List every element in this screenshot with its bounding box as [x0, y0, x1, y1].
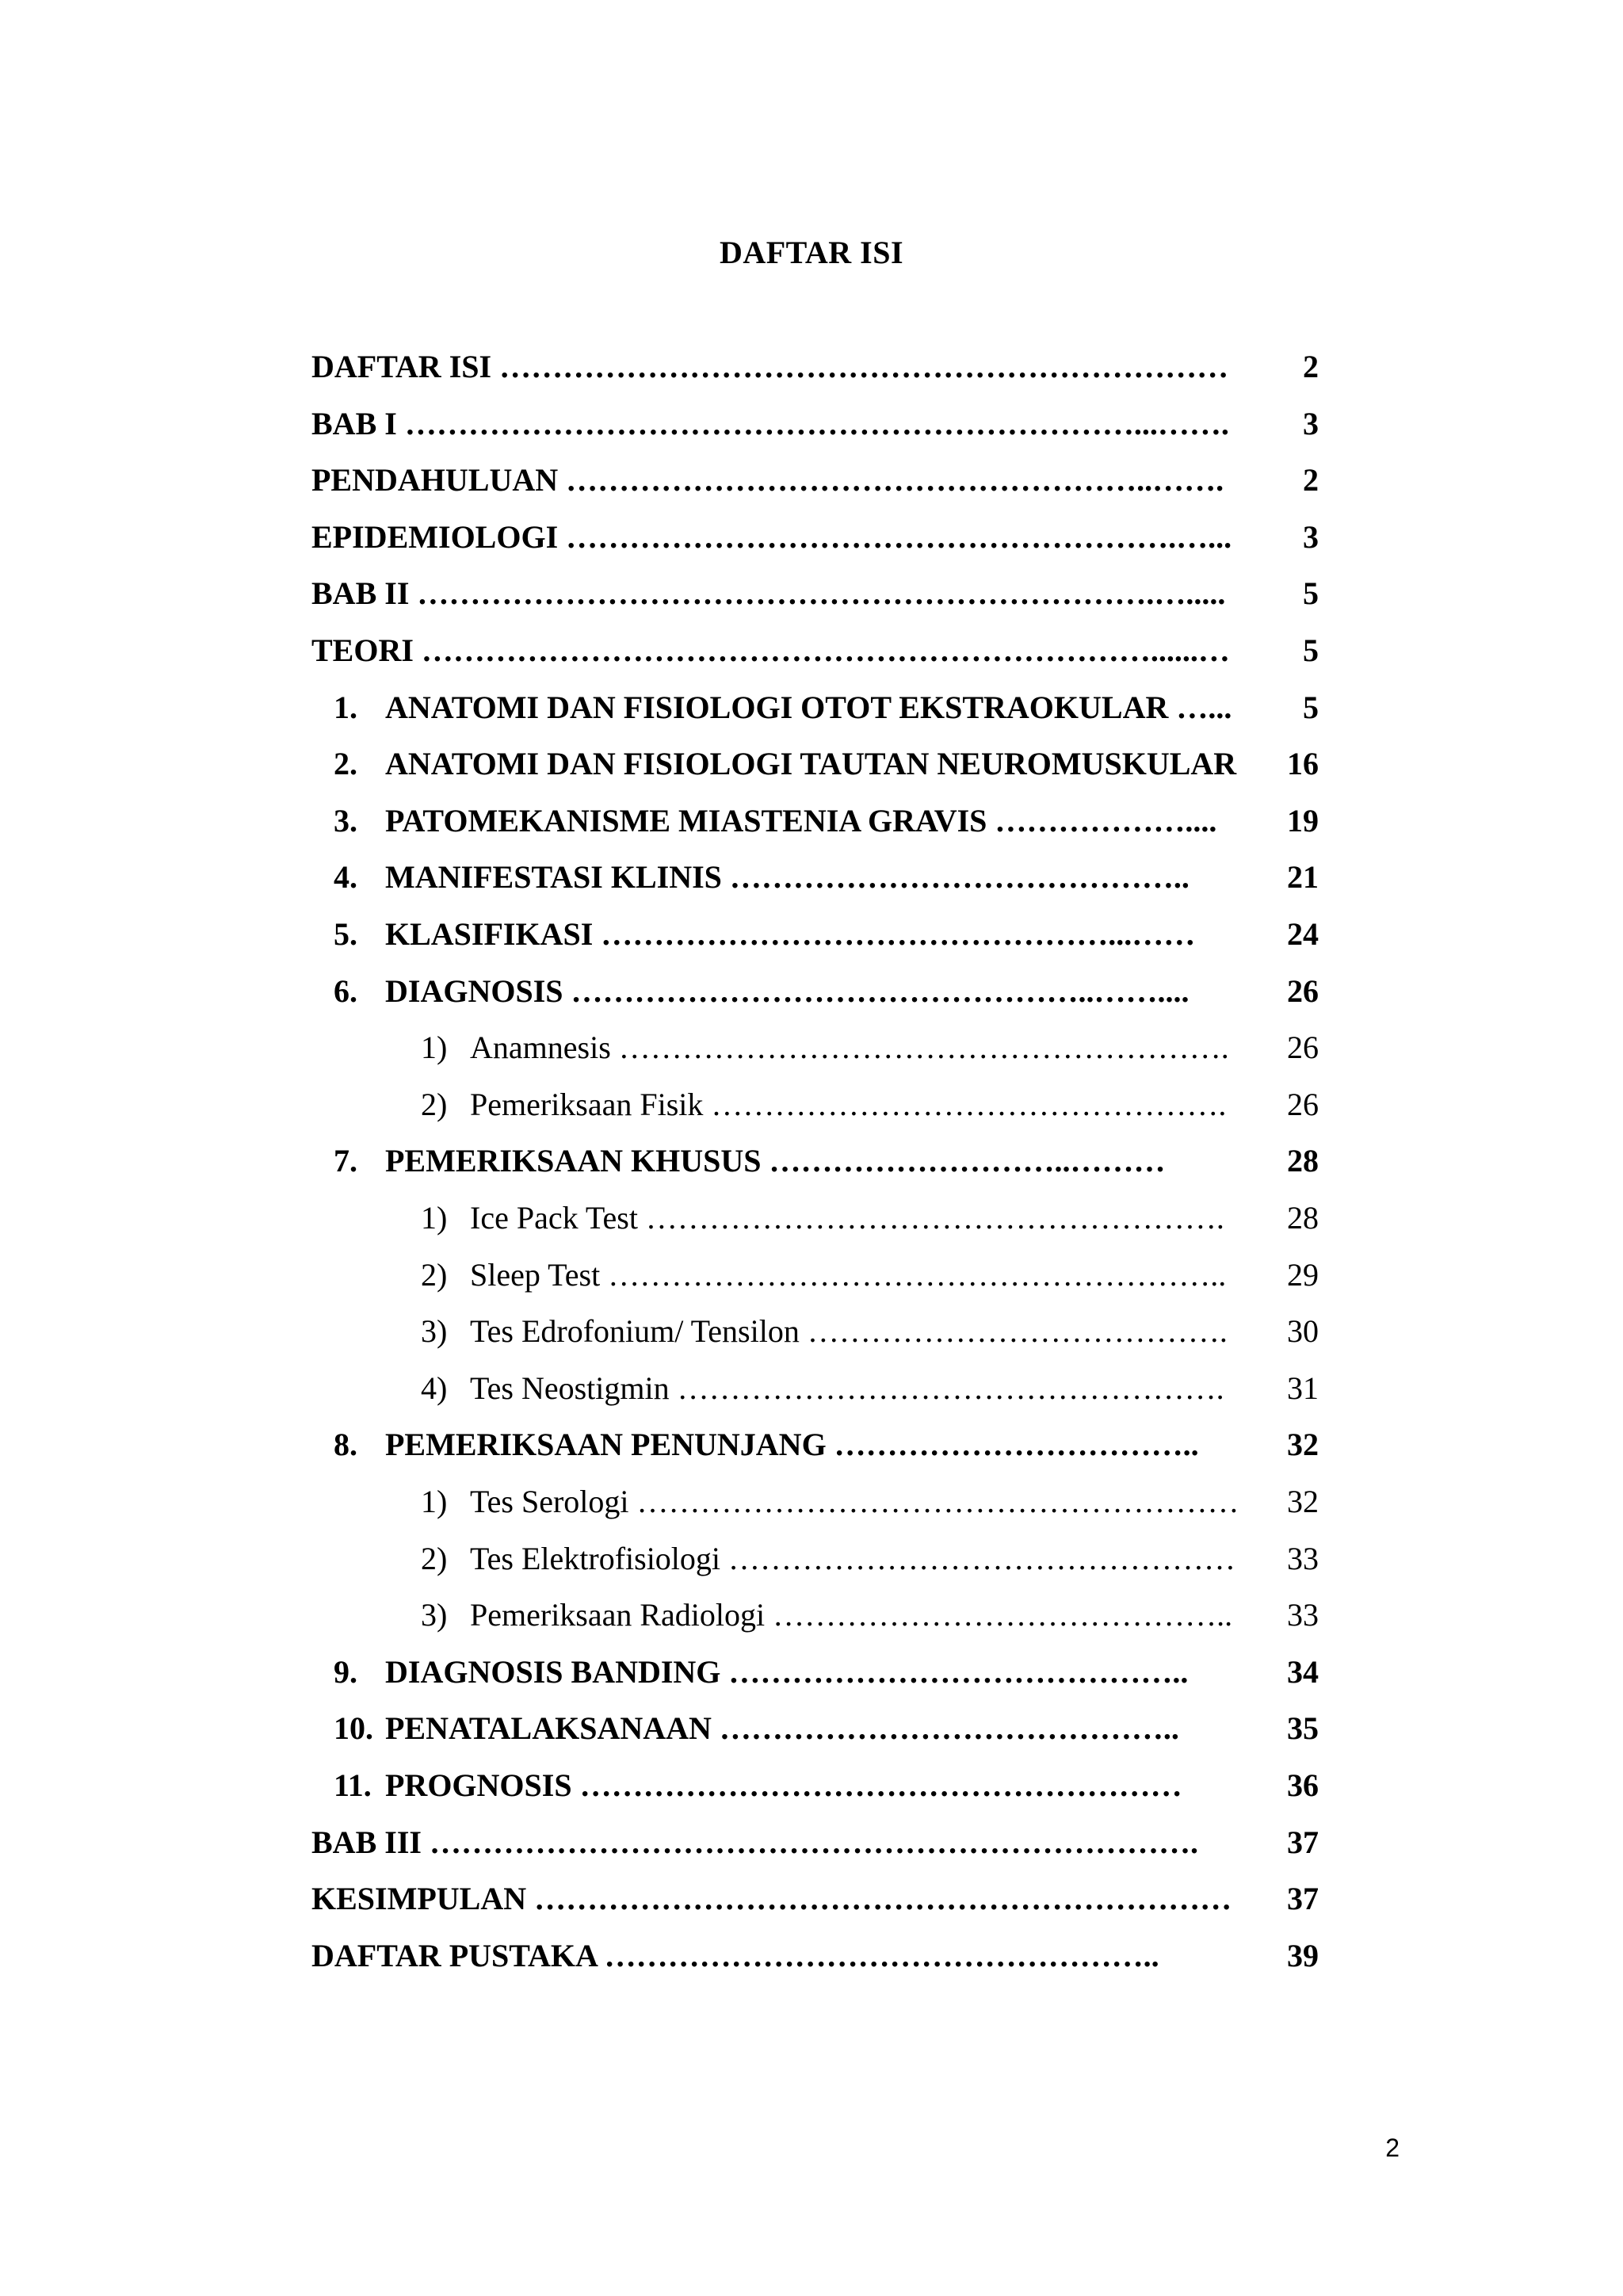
toc-entry-title: BAB I ……………………………………………………………...…….	[311, 406, 1229, 441]
toc-entry-title: Pemeriksaan Radiologi ……………………………………..	[470, 1597, 1233, 1633]
toc-entry-title: BAB III ……………………………………………………………….	[311, 1824, 1198, 1860]
toc-entry-page: 34	[1287, 1654, 1319, 1690]
toc-entry-title: KLASIFIKASI …………………………………………...……	[385, 916, 1196, 952]
toc-entry-page: 16	[1287, 746, 1319, 781]
toc-entry-number: 7.	[334, 1143, 357, 1179]
toc-entry	[0, 622, 1623, 679]
toc-entry	[0, 1530, 1623, 1587]
toc-entry-number: 8.	[334, 1427, 357, 1462]
toc-entry	[0, 1473, 1623, 1530]
toc-entry-title: Anamnesis ………………………………………………….	[470, 1030, 1229, 1065]
toc-entry-number: 5.	[334, 916, 357, 952]
toc-entry	[0, 1247, 1623, 1304]
toc-entry-page: 39	[1287, 1938, 1319, 1973]
toc-entry-title: DIAGNOSIS …………………………………………..……....	[385, 973, 1190, 1009]
toc-entry-title: PEMERIKSAAN KHUSUS ………………………..………	[385, 1143, 1166, 1179]
toc-entry-title: PENDAHULUAN ………………………………………………..…….	[311, 462, 1224, 498]
toc-entry	[0, 1303, 1623, 1360]
toc-entry-page: 31	[1287, 1370, 1319, 1406]
toc-entry-page: 5	[1303, 690, 1319, 725]
toc-entry-page: 2	[1303, 462, 1319, 498]
toc-entry-title: EPIDEMIOLOGI ………………………………………………….…...	[311, 519, 1232, 555]
toc-entry	[0, 565, 1623, 622]
toc-entry-number: 3)	[421, 1313, 448, 1349]
toc-entry-page: 26	[1287, 973, 1319, 1009]
toc-entry-title: Tes Elektrofisiologi …………………………………………	[470, 1541, 1236, 1576]
toc-entry-title: BAB II …………………………………………………………….….....	[311, 575, 1226, 611]
toc-entry	[0, 452, 1623, 509]
toc-entry-title: Sleep Test …………………………………………………..	[470, 1257, 1227, 1293]
toc-entry-number: 4.	[334, 859, 357, 895]
toc-entry	[0, 1644, 1623, 1701]
toc-entry	[0, 1133, 1623, 1190]
toc-entry	[0, 1757, 1623, 1814]
toc-entry-number: 3)	[421, 1597, 448, 1633]
toc-entry-number: 1.	[334, 690, 357, 725]
toc-entry-title: PENATALAKSANAAN ……………………………………..	[385, 1710, 1179, 1746]
toc-entry-page: 3	[1303, 406, 1319, 441]
toc-entry	[0, 1587, 1623, 1644]
toc-entry-page: 29	[1287, 1257, 1319, 1293]
toc-entry-page: 2	[1303, 349, 1319, 384]
toc-entry	[0, 1019, 1623, 1076]
toc-entry-title: Tes Serologi …………………………………………………	[470, 1484, 1239, 1519]
toc-entry-page: 36	[1287, 1767, 1319, 1803]
toc-entry	[0, 963, 1623, 1020]
toc-entry-page: 19	[1287, 803, 1319, 839]
toc-entry-page: 37	[1287, 1824, 1319, 1860]
toc-entry-title: PATOMEKANISME MIASTENIA GRAVIS ………………....	[385, 803, 1217, 839]
toc-entry	[0, 735, 1623, 793]
toc-entry-page: 28	[1287, 1143, 1319, 1179]
toc-entry-page: 32	[1287, 1484, 1319, 1519]
toc-entry	[0, 906, 1623, 963]
toc-entry-page: 33	[1287, 1541, 1319, 1576]
toc-entry-page: 5	[1303, 575, 1319, 611]
toc-entry-title: Tes Edrofonium/ Tensilon ………………………………….	[470, 1313, 1228, 1349]
toc-entry-page: 21	[1287, 859, 1319, 895]
toc-entry-number: 3.	[334, 803, 357, 839]
toc-entry	[0, 509, 1623, 566]
page-title: DAFTAR ISI	[719, 235, 904, 270]
toc-entry-number: 1)	[421, 1484, 448, 1519]
toc-entry	[0, 1190, 1623, 1247]
toc-entry-title: PEMERIKSAAN PENUNJANG ……………………………..	[385, 1427, 1199, 1462]
toc-entry-title: PROGNOSIS …………………………………………………	[385, 1767, 1182, 1803]
toc-entry	[0, 1927, 1623, 1985]
toc-entry	[0, 849, 1623, 906]
toc-entry-title: DAFTAR PUSTAKA ……………………………………………..	[311, 1938, 1159, 1973]
toc-entry-number: 1)	[421, 1200, 448, 1236]
toc-entry-page: 28	[1287, 1200, 1319, 1236]
toc-entry-number: 4)	[421, 1370, 448, 1406]
toc-entry-number: 2)	[421, 1257, 448, 1293]
toc-entry-page: 33	[1287, 1597, 1319, 1633]
toc-entry-number: 9.	[334, 1654, 357, 1690]
toc-entry-title: ANATOMI DAN FISIOLOGI OTOT EKSTRAOKULAR …...	[385, 690, 1232, 725]
toc-entry	[0, 1076, 1623, 1133]
toc-entry-number: 6.	[334, 973, 357, 1009]
toc-entry-title: ANATOMI DAN FISIOLOGI TAUTAN NEUROMUSKULAR	[385, 746, 1237, 781]
toc-entry-number: 1)	[421, 1030, 448, 1065]
toc-entry-page: 5	[1303, 632, 1319, 668]
toc-entry	[0, 793, 1623, 850]
toc-entry	[0, 338, 1623, 395]
toc-entry-title: Tes Neostigmin …………………………………………….	[470, 1370, 1224, 1406]
toc-entry-page: 26	[1287, 1087, 1319, 1122]
toc-entry	[0, 1360, 1623, 1417]
toc-entry-page: 32	[1287, 1427, 1319, 1462]
toc-entry	[0, 395, 1623, 453]
toc-entry	[0, 679, 1623, 736]
toc-entry	[0, 1870, 1623, 1927]
toc-entry-title: TEORI ……………………………………………………………......…	[311, 632, 1230, 668]
toc-entry-title: KESIMPULAN …………………………………………………………	[311, 1881, 1232, 1916]
toc-entry-title: MANIFESTASI KLINIS ……………………………………..	[385, 859, 1190, 895]
toc-entry-page: 30	[1287, 1313, 1319, 1349]
toc-entry-number: 2)	[421, 1087, 448, 1122]
toc-entry-page: 3	[1303, 519, 1319, 555]
toc-entry-title: DAFTAR ISI ……………………………………………………………	[311, 349, 1229, 384]
toc-entry-number: 11.	[334, 1767, 372, 1803]
toc-entry-title: Pemeriksaan Fisik ………………………………………….	[470, 1087, 1227, 1122]
toc-entry-page: 35	[1287, 1710, 1319, 1746]
toc-entry	[0, 1700, 1623, 1757]
toc-entry-page: 24	[1287, 916, 1319, 952]
toc-entry-page: 37	[1287, 1881, 1319, 1916]
toc-entry-number: 10.	[334, 1710, 373, 1746]
toc-entry-page: 26	[1287, 1030, 1319, 1065]
page-number: 2	[1385, 2134, 1400, 2162]
toc-entry-number: 2.	[334, 746, 357, 781]
toc-entry-title: DIAGNOSIS BANDING ……………………………………..	[385, 1654, 1189, 1690]
toc-entry	[0, 1416, 1623, 1473]
toc-entry	[0, 1814, 1623, 1871]
toc-entry-number: 2)	[421, 1541, 448, 1576]
toc-entry-title: Ice Pack Test ……………………………………………….	[470, 1200, 1224, 1236]
